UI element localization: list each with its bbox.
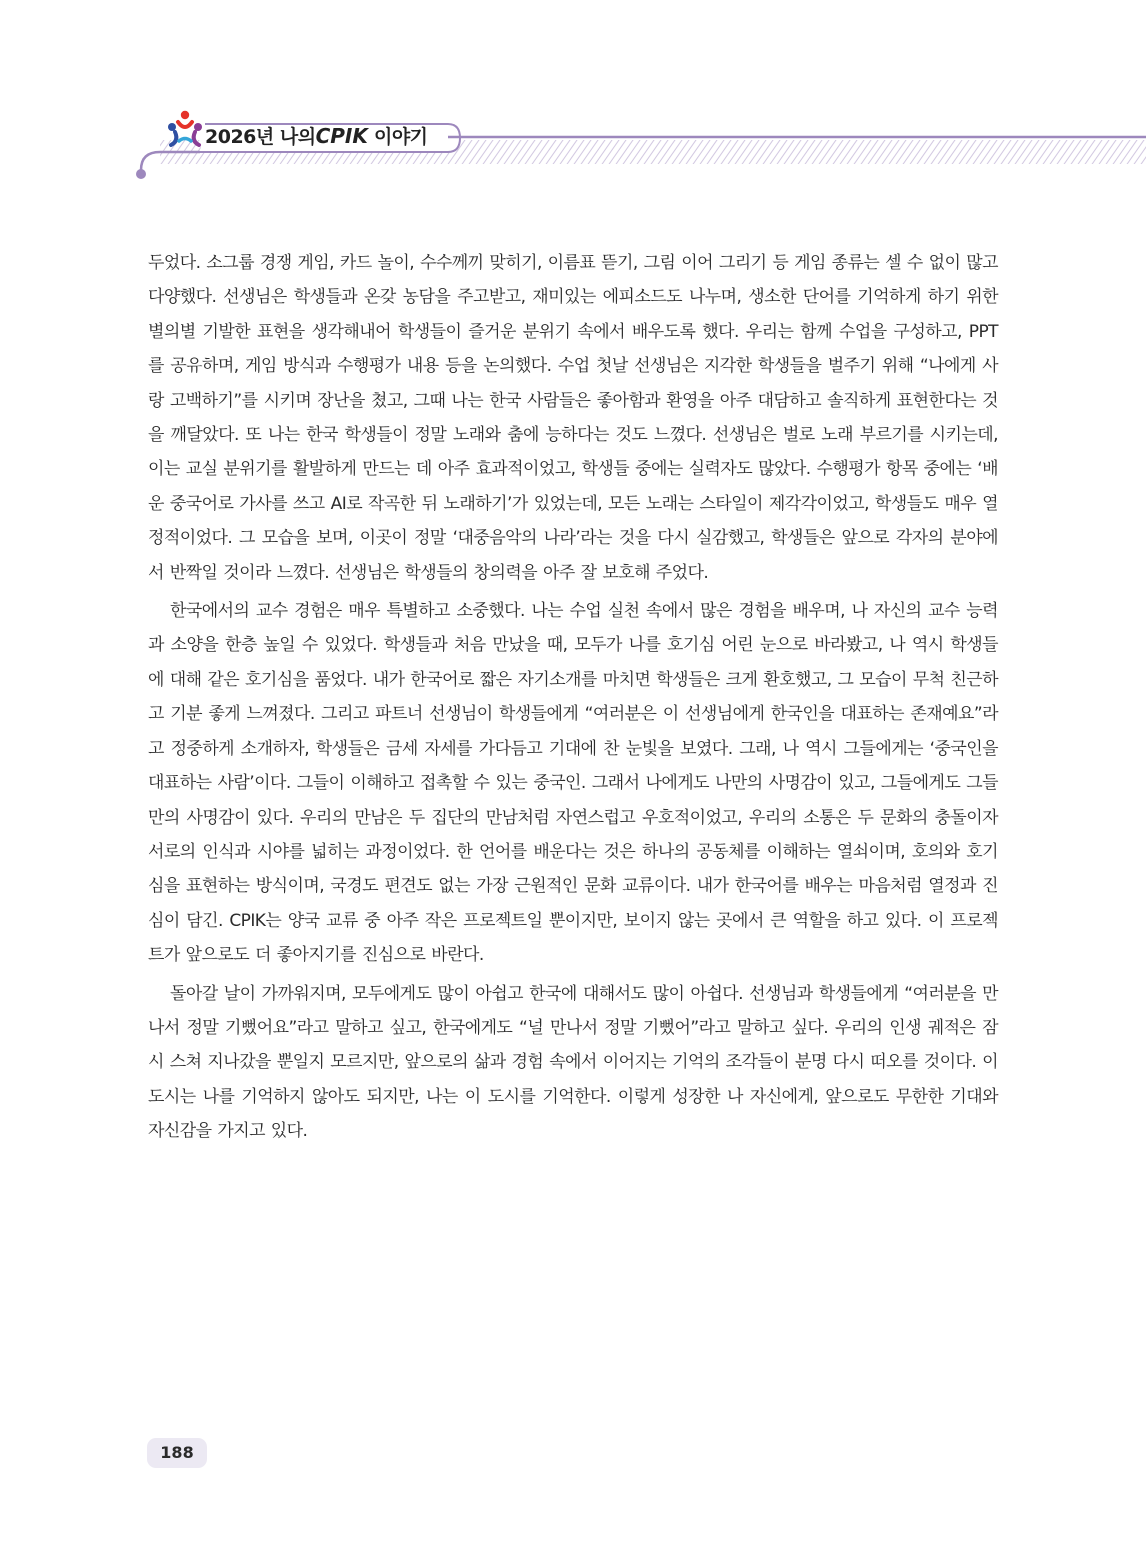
header-title-prefix: 2026년 나의 (205, 126, 316, 148)
paragraph-3: 돌아갈 날이 가까워지며, 모두에게도 많이 아쉽고 한국에 대해서도 많이 아쉽다. 선생님과 학생들에게 “여러분을 만나서 정말 기뻤어요”라고 말하고 싶고, 한국에게도 “널 만나서 정말 기뻤어”라고 말하고 싶다. 우리의 인생 궤적은 잠시 스쳐 지나갔을 뿐일지 모르지만, 앞으로의 삶과 경험 속에서 이어지는 기억의 조각들이 분명 다시 떠오를 것이다. 이 도시는 나를 기억하지 않아도 되지만, 나는 이 도시를 기억한다. 이렇게 성장한 나 자신에게, 앞으로도 무한한 기대와 자신감을 가지고 있다. (148, 983, 998, 1142)
header-title-brand: CPIK (315, 124, 368, 148)
header-ornament (0, 0, 1146, 200)
page-number-badge: 188 (147, 1438, 207, 1468)
paragraph-1: 두었다. 소그룹 경쟁 게임, 카드 놀이, 수수께끼 맞히기, 이름표 뜯기, 그림 이어 그리기 등 게임 종류는 셀 수 없이 많고 다양했다. 선생님은 학생들과 온갖 농담을 주고받고, 재미있는 에피소드도 나누며, 생소한 단어를 기억하게 하기 위한 별의별 기발한 표현을 생각해내어 학생들이 즐거운 분위기 속에서 배우도록 했다. 우리는 함께 수업을 구성하고, PPT를 공유하며, 게임 방식과 수행평가 내용 등을 논의했다. 수업 첫날 선생님은 지각한 학생들을 벌주기 위해 “나에게 사랑 고백하기”를 시키며 장난을 쳤고, 그때 나는 한국 사람들은 좋아함과 환영을 아주 대담하고 솔직하게 표현한다는 것을 깨달았다. 또 나는 한국 학생들이 정말 노래와 춤에 능하다는 것도 느꼈다. 선생님은 벌로 노래 부르기를 시키는데, 이는 교실 분위기를 활발하게 만드는 데 아주 효과적이었고, 학생들 중에는 실력자도 많았다. 수행평가 항목 중에는 ‘배운 중국어로 가사를 쓰고 AI로 작곡한 뒤 노래하기’가 있었는데, 모든 노래는 스타일이 제각각이었고, 학생들도 매우 열정적이었다. 그 모습을 보며, 이곳이 정말 ‘대중음악의 나라’라는 것을 다시 실감했고, 학생들은 앞으로 각자의 분야에서 반짝일 것이라 느꼈다. 선생님은 학생들의 창의력을 아주 잘 보호해 주었다. (148, 253, 998, 583)
page-header (0, 0, 1146, 200)
header-title (205, 122, 428, 151)
people-circle-icon (165, 108, 205, 148)
header-title-suffix: 이야기 (373, 126, 428, 148)
article-body (148, 246, 998, 1153)
header-dot (136, 169, 146, 179)
paragraph-2: 한국에서의 교수 경험은 매우 특별하고 소중했다. 나는 수업 실천 속에서 많은 경험을 배우며, 나 자신의 교수 능력과 소양을 한층 높일 수 있었다. 학생들과 처음 만났을 때, 모두가 나를 호기심 어린 눈으로 바라봤고, 나 역시 학생들에 대해 같은 호기심을 품었다. 내가 한국어로 짧은 자기소개를 마치면 학생들은 크게 환호했고, 그 모습이 무척 친근하고 기분 좋게 느껴졌다. 그리고 파트너 선생님이 학생들에게 “여러분은 이 선생님에게 한국인을 대표하는 존재예요”라고 정중하게 소개하자, 학생들은 금세 자세를 가다듬고 기대에 찬 눈빛을 보였다. 그래, 나 역시 그들에게는 ‘중국인을 대표하는 사람’이다. 그들이 이해하고 접촉할 수 있는 중국인. 그래서 나에게도 나만의 사명감이 있고, 그들에게도 그들만의 사명감이 있다. 우리의 만남은 두 집단의 만남처럼 자연스럽고 우호적이었고, 우리의 소통은 두 문화의 충돌이자 서로의 인식과 시야를 넓히는 과정이었다. 한 언어를 배운다는 것은 하나의 공동체를 이해하는 열쇠이며, 호의와 호기심을 표현하는 방식이며, 국경도 편견도 없는 가장 근원적인 문화 교류이다. 내가 한국어를 배우는 마음처럼 열정과 진심이 담긴. CPIK는 양국 교류 중 아주 작은 프로젝트일 뿐이지만, 보이지 않는 곳에서 큰 역할을 하고 있다. 이 프로젝트가 앞으로도 더 좋아지기를 진심으로 바란다. (148, 601, 998, 966)
